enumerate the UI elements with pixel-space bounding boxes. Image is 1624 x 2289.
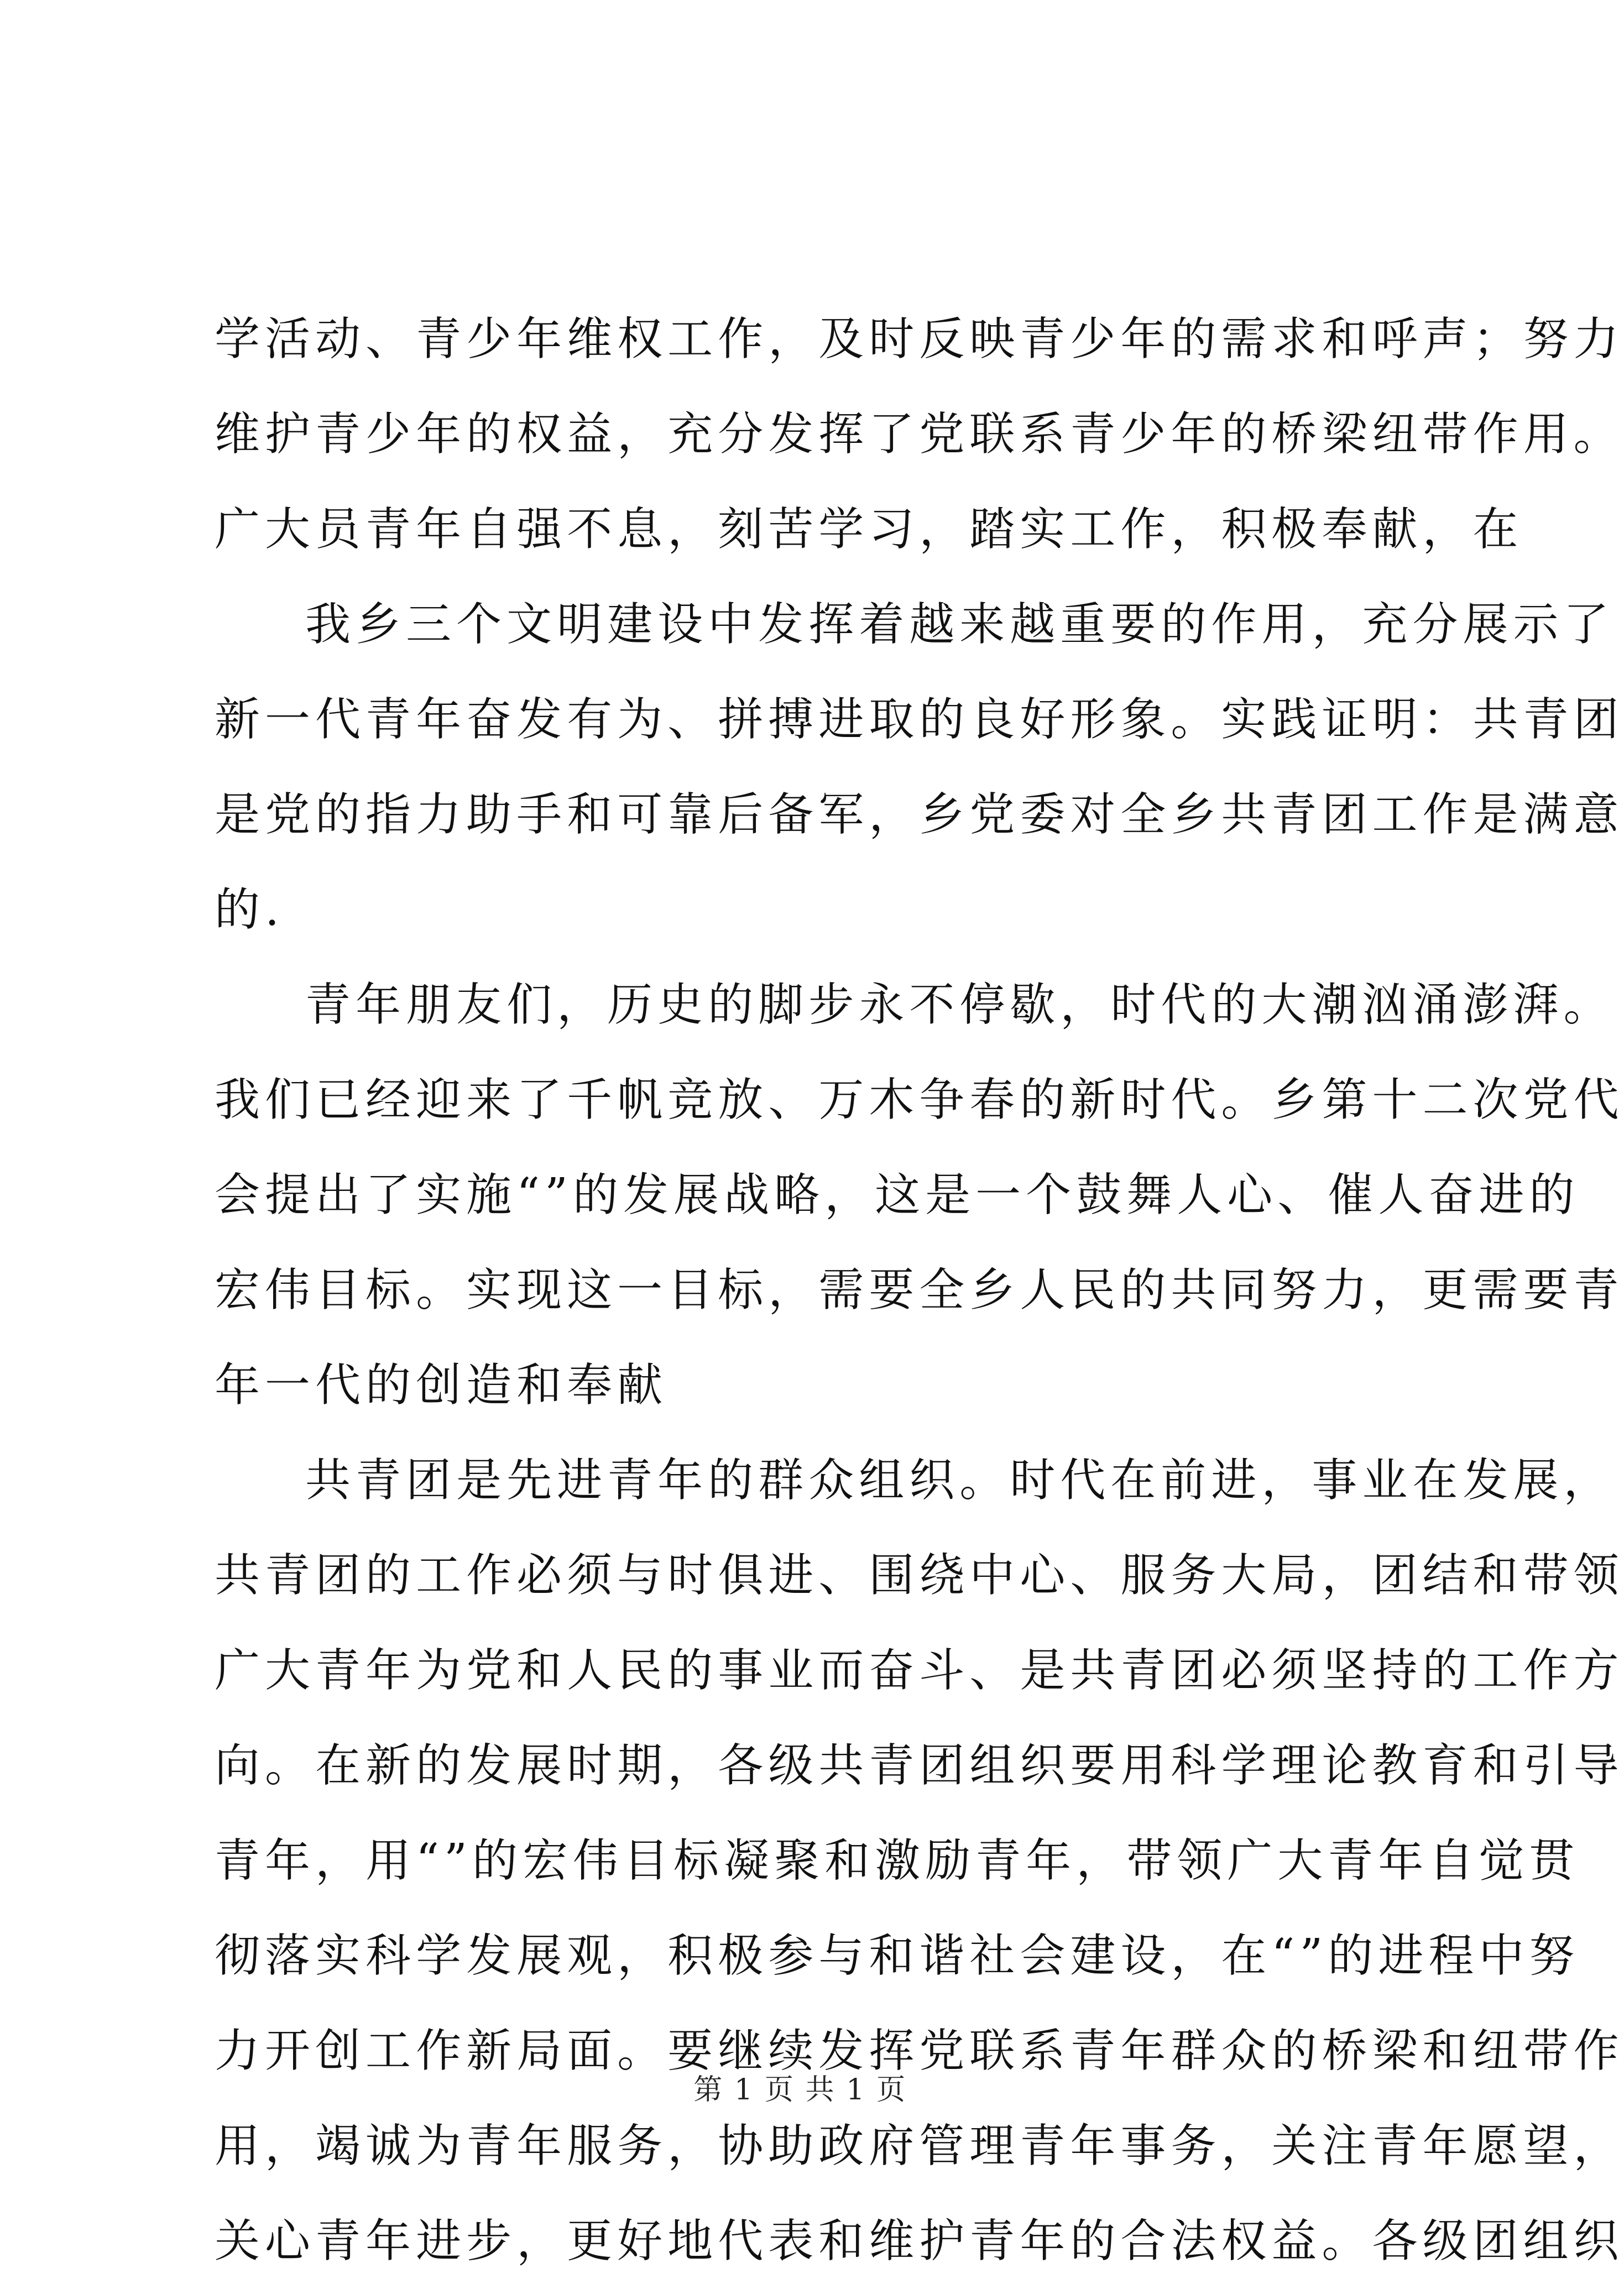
- text-line: 宏伟目标。实现这一目标，需要全乡人民的共同努力，更需要青: [215, 1264, 1624, 1316]
- text-line: 共青团的工作必须与时俱进、围绕中心、服务大局，团结和带领: [215, 1549, 1624, 1602]
- text-line: 新一代青年奋发有为、拼搏进取的良好形象。实践证明：共青团: [215, 693, 1624, 746]
- text-line-indented: 我乡三个文明建设中发挥着越来越重要的作用，充分展示了: [305, 598, 1614, 651]
- text-line: 是党的指力助手和可靠后备军，乡党委对全乡共青团工作是满意: [215, 788, 1624, 841]
- page-number-footer: 第 1 页 共 1 页: [693, 2073, 907, 2107]
- text-line: 学活动、青少年维权工作，及时反映青少年的需求和呼声；努力: [215, 313, 1624, 365]
- text-line: 我们已经迎来了千帆竞放、万木争春的新时代。乡第十二次党代: [215, 1074, 1624, 1126]
- text-line: 用，竭诚为青年服务，协助政府管理青年事务，关注青年愿望，: [215, 2120, 1624, 2172]
- text-line: 青年，用“”的宏伟目标凝聚和激励青年，带领广大青年自觉贯: [215, 1835, 1580, 1887]
- text-line: 彻落实科学发展观，积极参与和谐社会建设，在“”的进程中努: [215, 1930, 1580, 1982]
- text-line: 会提出了实施“”的发展战略，这是一个鼓舞人心、催人奋进的: [215, 1169, 1580, 1221]
- document-body: [215, 292, 1624, 2289]
- text-line: 维护青少年的权益，充分发挥了党联系青少年的桥梁纽带作用。: [215, 408, 1624, 461]
- text-line: 向。在新的发展时期，各级共青团组织要用科学理论教育和引导: [215, 1739, 1624, 1792]
- text-line: 的.: [215, 884, 285, 936]
- text-line: 广大员青年自强不息，刻苦学习，踏实工作，积极奉献，在: [215, 503, 1523, 556]
- text-line: 年一代的创造和奉献: [215, 1359, 668, 1412]
- text-line-indented: 青年朋友们，历史的脚步永不停歇，时代的大潮汹涌澎湃。: [305, 979, 1614, 1031]
- text-line: 力开创工作新局面。要继续发挥党联系青年群众的桥梁和纽带作: [215, 2025, 1624, 2077]
- text-line: 广大青年为党和人民的事业而奋斗、是共青团必须坚持的工作方: [215, 1644, 1624, 1697]
- text-line: 关心青年进步，更好地代表和维护青年的合法权益。各级团组织: [215, 2215, 1624, 2267]
- text-line-indented: 共青团是先进青年的群众组织。时代在前进，事业在发展，: [305, 1454, 1614, 1507]
